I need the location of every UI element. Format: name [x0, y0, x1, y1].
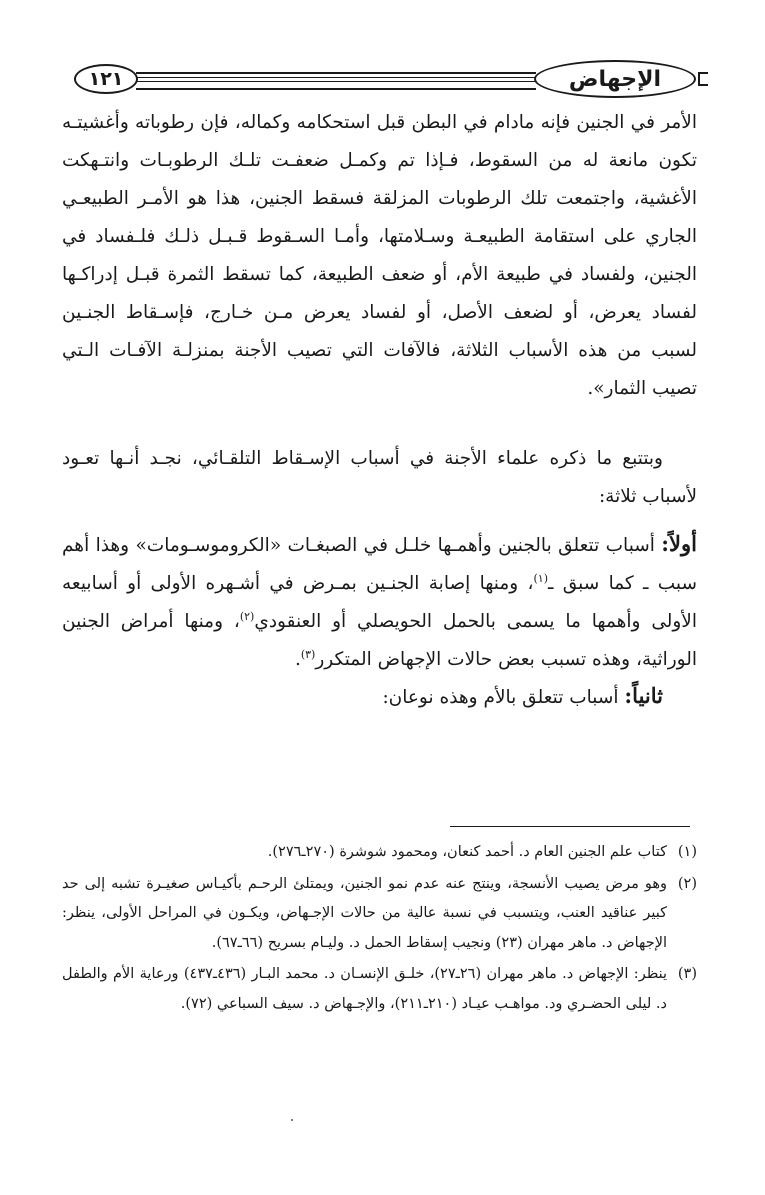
first-cause-text-c: ، ومنها أمراض الجنين الوراثية، وهذه تسبب بعض حالات الإجهاض المتكرر: [62, 611, 697, 670]
footnote-separator: [450, 826, 690, 827]
footnote-ref-2[interactable]: (٢): [239, 609, 255, 623]
header-decorative-rules: [136, 72, 536, 90]
second-cause-heading: ثانياً:: [624, 683, 663, 708]
footnote-number: (٣): [677, 966, 697, 982]
first-cause-heading: أولاً:: [661, 531, 697, 556]
page-number: ١٢١: [74, 64, 138, 94]
footnote-number: (١): [677, 844, 697, 860]
footnote-ref-1[interactable]: (١): [533, 571, 549, 585]
footnote-text: ينظر: الإجهاض د. ماهر مهران (٢٦ـ٢٧)، خلـق الإنسـان د. محمد البـار (٤٣٦ـ٤٣٧) ورعاية الأم والطفل د. ليلى الحضـري ود. مواهـب عيـاد (٢١٠ـ٢١١)، والإجـهاض د. سيف السباعي (٧٢).: [62, 966, 667, 1012]
body-paragraph-causes-intro: وبتتبع ما ذكره علماء الأجنة في أسباب الإسـقاط التلقـائي، نجـد أنـها تعـود لأسباب ثلاثة:: [62, 448, 697, 507]
first-cause-text-d: .: [294, 649, 301, 670]
footnote-item: [62, 870, 697, 959]
footnote-item: [62, 838, 697, 868]
header-end-ornament: [698, 72, 706, 86]
body-paragraph-second-cause: [62, 677, 697, 717]
running-header: [74, 60, 706, 100]
footnotes: [62, 838, 697, 1021]
footnote-number: (٢): [677, 875, 697, 892]
footnote-text: وهو مرض يصيب الأنسجة، وينتج عنه عدم نمو الجنين، ويمتلئ الرحـم بأكيـاس صغيـرة تشبه إلى حد كبير عناقيد العنب، ويتسبب في نسبة عالية من حالات الإجـهاض، ويكـون في المراحل الأولى، ينظر: الإجهاض د. ماهر مهران (٢٣) ونجيب إسقاط الحمل د. وليـام بسريح (٦٦ـ٦٧).: [62, 875, 667, 951]
footnote-item: [62, 960, 697, 1019]
scan-speck: [291, 1119, 293, 1121]
body-paragraph-first-cause: [62, 525, 697, 679]
chapter-title: الإجهاض: [534, 60, 696, 98]
first-cause-text-a: أسباب تتعلق بالجنين وأهمـها خلـل في الصبغـات «الكروموسـومات» وهذا أهم سبب ـ كما سبق ـ: [62, 535, 697, 594]
footnote-text: كتاب علم الجنين العام د. أحمد كنعان، ومحمود شوشرة (٢٧٠ـ٢٧٦).: [267, 844, 667, 860]
second-cause-text: أسباب تتعلق بالأم وهذه نوعان:: [382, 687, 625, 708]
first-cause-text-b: ، ومنها إصابة الجنـين بمـرض في أشـهره الأولى أو أسابيعه الأولى وأهمها ما يسمى بالحمل الحويصلي أو العنقودي: [62, 573, 698, 632]
body-paragraph-quote-end: الأمر في الجنين فإنه مادام في البطن قبل استحكامه وكماله، فإن رطوباته وأغشيتـه تكون مانعة له من السقوط، فـإذا تم وكمـل ضعفـت تلـك الرطوبـات وانتـهكت الأغشية، واجتمعت تلك الرطوبات المزلقة فسقط الجنين، هذا هو الأمـر الطبيعـي الجاري على استقامة الطبيعـة وسـلامتها، وأمـا السـقوط قـبـل ذلـك فلـفساد في الجنين، ولفساد في طبيعة الأم، أو ضعف الطبيعة، كما تسقط الثمرة قبـل إدراكـها لفساد يعرض، أو لضعف الأصل، أو لفساد يعرض مـن خـارج، فإسـقاط الجنـين لسبب من هذه الأسباب الثلاثة، فالآفات التي تصيب الأجنة بمنزلـة الآفـات الـتي تصيب الثمار».: [62, 112, 697, 399]
footnote-ref-3[interactable]: (٣): [300, 647, 316, 661]
